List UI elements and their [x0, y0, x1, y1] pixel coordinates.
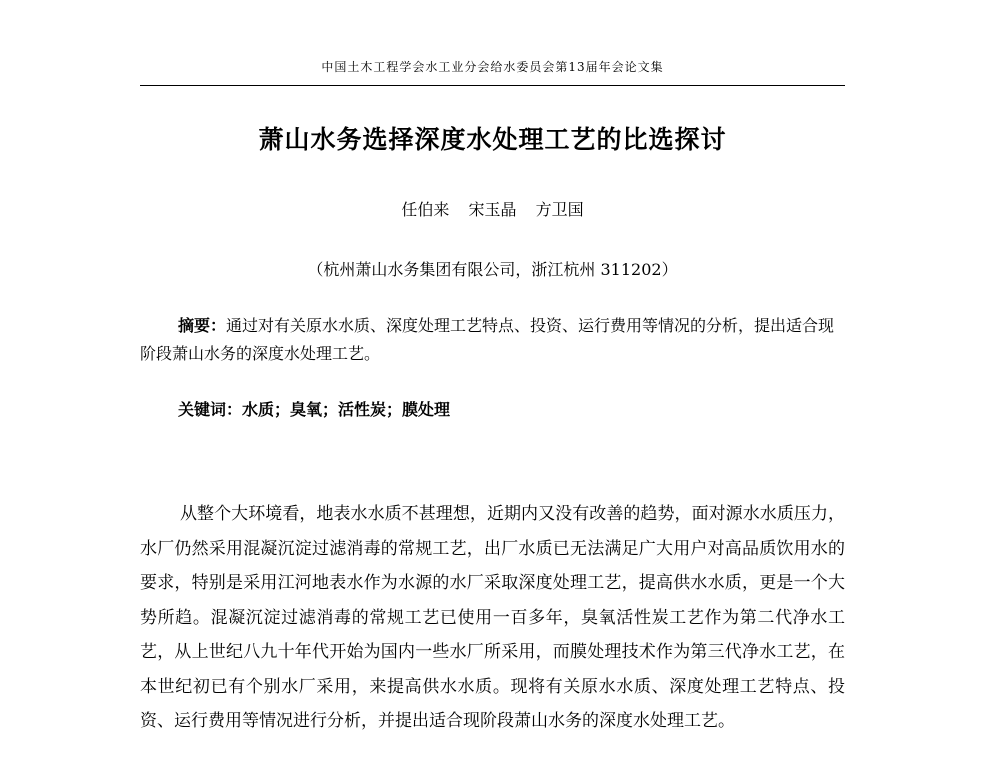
header-divider — [140, 85, 845, 86]
abstract-label: 摘要： — [178, 316, 227, 335]
keywords — [178, 397, 845, 420]
keywords-text: 水质；臭氧；活性炭；膜处理 — [242, 400, 451, 419]
journal-header: 中国土木工程学会水工业分会给水委员会第13届年会论文集 — [321, 60, 664, 74]
body-paragraph: 从整个大环境看，地表水水质不甚理想，近期内又没有改善的趋势，面对源水水质压力，水厂仍然采用混凝沉淀过滤消毒的常规工艺，出厂水质已无法满足广大用户对高品质饮用水的要求，特别是采用江河地表水作为水源的水厂采取深度处理工艺，提高供水水质，更是一个大势所趋。混凝沉淀过滤消毒的常规工艺已使用一百多年，臭氧活性炭工艺作为第二代净水工艺，从上世纪八九十年代开始为国内一些水厂所采用，而膜处理技术作为第三代净水工艺，在本世纪初已有个别水厂采用，来提高供水水质。现将有关原水水质、深度处理工艺特点、投资、运行费用等情况进行分析，并提出适合现阶段萧山水务的深度水处理工艺。 — [140, 504, 845, 731]
paper-title: 萧山水务选择深度水处理工艺的比选探讨 — [258, 125, 727, 154]
author-list: 任伯来 宋玉晶 方卫国 — [401, 200, 584, 219]
affiliation: （杭州萧山水务集团有限公司，浙江杭州 311202） — [307, 260, 678, 279]
abstract — [140, 312, 845, 368]
keywords-label: 关键词： — [178, 400, 243, 419]
abstract-text: 通过对有关原水水质、深度处理工艺特点、投资、运行费用等情况的分析，提出适合现阶段萧山水务的深度水处理工艺。 — [140, 316, 835, 363]
